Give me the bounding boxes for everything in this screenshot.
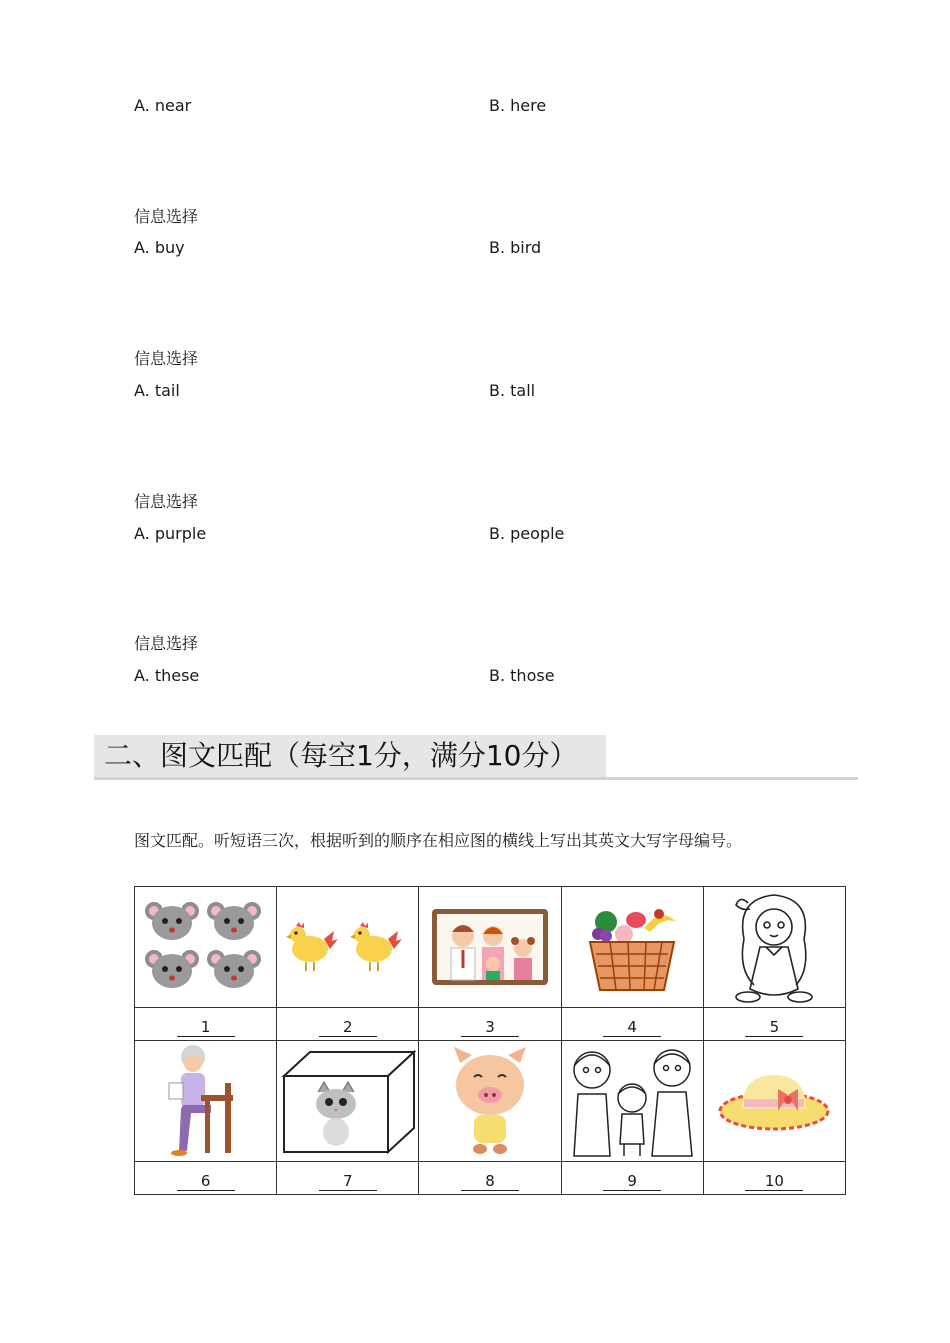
option-b: B. here — [489, 96, 547, 115]
option-a: A. buy — [134, 238, 185, 257]
picture-cell-8 — [419, 1041, 561, 1162]
answer-blank-9[interactable] — [561, 1162, 703, 1195]
option-a: A. tail — [134, 381, 180, 400]
answer-blank-1[interactable] — [135, 1008, 277, 1041]
picture-grid — [134, 886, 846, 1195]
picture-number: 8 — [461, 1172, 519, 1191]
question-label: 信息选择 — [134, 349, 199, 368]
section-divider — [94, 777, 858, 780]
section-title: 二、图文匹配（每空1分，满分10分） — [104, 739, 578, 772]
picture-number: 2 — [319, 1018, 377, 1037]
grandma-reading-icon — [161, 1043, 251, 1159]
mice-icon — [144, 899, 268, 995]
picture-cell-7 — [277, 1041, 419, 1162]
option-a: A. these — [134, 666, 200, 685]
answer-blank-7[interactable] — [277, 1162, 419, 1195]
answer-blank-2[interactable] — [277, 1008, 419, 1041]
answer-blank-6[interactable] — [135, 1162, 277, 1195]
answer-blank-8[interactable] — [419, 1162, 561, 1195]
picture-number: 10 — [745, 1172, 803, 1191]
picture-number: 3 — [461, 1018, 519, 1037]
picture-cell-6 — [135, 1041, 277, 1162]
hat-icon — [718, 1069, 830, 1133]
question-label: 信息选择 — [134, 634, 199, 653]
picture-number: 1 — [177, 1018, 235, 1037]
picture-number: 4 — [603, 1018, 661, 1037]
picture-cell-2 — [277, 887, 419, 1008]
chickens-icon — [286, 917, 410, 977]
picture-number: 9 — [603, 1172, 661, 1191]
picture-cell-5 — [703, 887, 845, 1008]
option-b: B. tall — [489, 381, 536, 400]
girl-outline-icon — [726, 889, 822, 1005]
section-instruction: 图文匹配。听短语三次，根据听到的顺序在相应图的横线上写出其英文大写字母编号。 — [134, 831, 743, 850]
picture-number: 7 — [319, 1172, 377, 1191]
picture-number: 5 — [745, 1018, 803, 1037]
answer-blank-4[interactable] — [561, 1008, 703, 1041]
answer-blank-3[interactable] — [419, 1008, 561, 1041]
picture-cell-1 — [135, 887, 277, 1008]
children-outline-icon — [564, 1044, 700, 1158]
option-b: B. people — [489, 524, 565, 543]
answer-blank-5[interactable] — [703, 1008, 845, 1041]
picture-cell-9 — [561, 1041, 703, 1162]
option-a: A. near — [134, 96, 192, 115]
fruit-basket-icon — [584, 902, 680, 992]
picture-cell-10 — [703, 1041, 845, 1162]
family-photo-icon — [431, 908, 549, 986]
picture-cell-3 — [419, 887, 561, 1008]
cat-in-box-icon — [280, 1046, 416, 1156]
answer-blank-10[interactable] — [703, 1162, 845, 1195]
option-b: B. those — [489, 666, 555, 685]
question-label: 信息选择 — [134, 492, 199, 511]
option-a: A. purple — [134, 524, 207, 543]
pig-icon — [450, 1045, 530, 1157]
picture-cell-4 — [561, 887, 703, 1008]
picture-number: 6 — [177, 1172, 235, 1191]
option-b: B. bird — [489, 238, 542, 257]
question-label: 信息选择 — [134, 207, 199, 226]
